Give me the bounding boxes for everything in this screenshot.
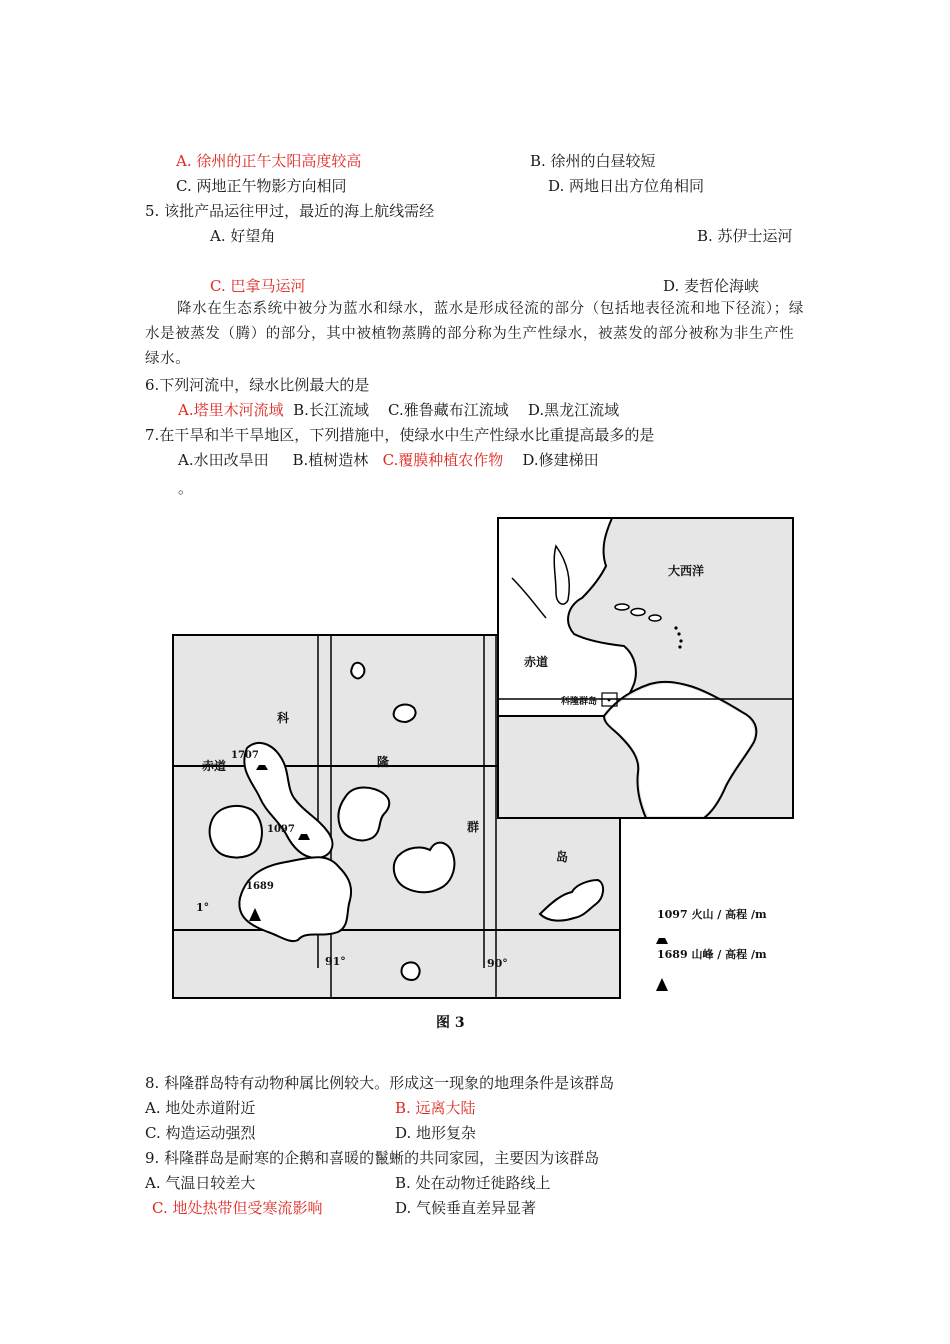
q8-option-d: D. 地形复杂 [395,1124,477,1142]
label-latitude-1: 1° [196,901,210,914]
label-dao: 岛 [556,850,569,864]
q4-option-c: C. 两地正午物影方向相同 [176,177,347,195]
label-inset-equator: 赤道 [524,655,549,669]
inset-map [498,518,793,818]
legend-volcano-icon [656,938,668,944]
q4-option-a: A. 徐州的正午太阳高度较高 [176,152,362,170]
lesser-antilles-dot-4 [678,645,681,648]
hispaniola-island [631,609,645,616]
island-fernandina [210,806,262,858]
q6-option-c: C.雅鲁藏布江流域 [388,401,509,419]
q7-option-a: A.水田改旱田 [178,451,269,469]
label-elev-1097: 1097 [267,824,295,835]
lesser-antilles-dot-3 [679,639,682,642]
lesser-antilles-dot-1 [674,626,677,629]
label-elev-1707: 1707 [231,750,259,761]
q4-option-b: B. 徐州的白昼较短 [530,152,656,170]
q8-stem: 8. 科隆群岛特有动物种属比例较大。形成这一现象的地理条件是该群岛 [145,1074,615,1092]
galapagos-dot [608,699,611,702]
label-main-equator: 赤道 [202,759,227,773]
q6-option-b: B.长江流域 [293,401,369,419]
q8-option-c: C. 构造运动强烈 [145,1124,256,1142]
q5-option-d: D. 麦哲伦海峡 [663,277,760,295]
figure-caption: 图 3 [436,1015,465,1031]
legend [656,907,767,991]
q8-option-a: A. 地处赤道附近 [145,1099,256,1117]
q4-option-d: D. 两地日出方位角相同 [548,177,705,195]
passage-text: 降水在生态系统中被分为蓝水和绿水，蓝水是形成径流的部分（包括地表径流和地下径流）；绿水是被蒸发（腾）的部分，其中被植物蒸腾的部分称为生产性绿水，被蒸发的部分被称为非生产性绿水。 [145,301,804,367]
q7-option-d: D.修建梯田 [522,451,599,469]
q8-option-b: B. 远离大陆 [395,1099,476,1117]
q7-stem: 7.在干旱和半干旱地区，下列措施中，使绿水中生产性绿水比重提高最多的是 [145,426,655,444]
label-longitude-91: 91° [325,955,346,968]
q6-stem: 6.下列河流中，绿水比例最大的是 [145,376,370,394]
q5-stem: 5. 该批产品运往甲过，最近的海上航线需经 [145,202,435,220]
q7-trailing-mark: 。 [178,479,194,497]
island-small-south [401,962,419,980]
q6-option-d: D.黑龙江流域 [527,401,620,419]
label-ke: 科 [277,711,290,725]
q9-option-c: C. 地处热带但受寒流影响 [152,1199,323,1217]
q5-option-c: C. 巴拿马运河 [210,277,306,295]
q6-option-a: A.塔里木河流域 [178,401,284,419]
legend-peak-text: 1689 山峰 / 高程 /m [657,948,767,961]
q7-option-b: B.植树造林 [292,451,369,469]
q5-option-a: A. 好望角 [210,227,276,245]
label-qun: 群 [467,820,480,834]
cuba-island [615,604,629,610]
label-atlantic: 大西洋 [668,564,705,578]
q5-option-b: B. 苏伊士运河 [697,227,793,245]
q9-option-d: D. 气候垂直差异显著 [395,1199,537,1217]
island-marchena [394,705,416,722]
q9-stem: 9. 科隆群岛是耐寒的企鹅和喜暖的鬣蜥的共同家园，主要因为该群岛 [145,1149,600,1167]
label-longitude-90: 90° [487,957,508,970]
legend-peak-icon [656,978,668,991]
q9-option-b: B. 处在动物迁徙路线上 [395,1174,551,1192]
label-elev-1689: 1689 [246,881,274,892]
legend-volcano-text: 1097 火山 / 高程 /m [657,908,767,921]
label-long: 隆 [377,755,390,769]
lesser-antilles-dot-2 [677,632,680,635]
q9-option-a: A. 气温日较差大 [145,1174,256,1192]
q7-option-c: C.覆膜种植农作物 [382,451,504,469]
puerto-rico-island [649,615,661,621]
island-pinta [351,663,364,679]
label-inset-islands: 科隆群岛 [561,697,598,707]
